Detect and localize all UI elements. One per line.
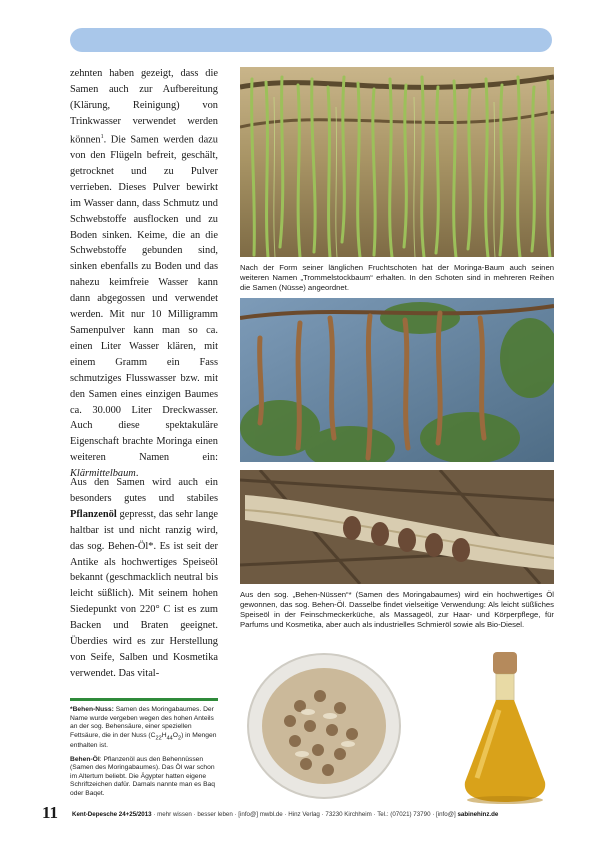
pods-illustration [240,67,554,257]
photo-oil-bottle [455,650,555,805]
p2-text-b: gepresst, das sehr lange haltbar ist und nicht ranzig wird, das sog. Behen-Öl*. Es ist seit der Antike als hochwertiges Speiseöl bekannt (geschmacklich neutral bis leicht süßlich). Mit seinem hohen Siedepunkt von 220° C ist es zum Backen und Braten geeignet. Überdies wird es zur Herstellung von Seife, Salben und Kosmetika verwendet. Das vital- [70,508,218,679]
footer-publication: Kent-Depesche 24+25/2013 [72,811,152,818]
p2-bold: Pflanzenöl [70,508,117,520]
p1-emphasis: Klärmittelbaum [70,468,136,480]
p2-text-a: Aus den Samen wird auch ein besonders gutes und stabiles [70,477,218,504]
body-paragraph-2 [70,475,218,682]
formula-h: H [161,731,167,739]
bowl-illustration [240,646,408,804]
sub-44: 44 [166,734,173,741]
bottle-illustration [455,650,555,805]
split-pod-illustration [240,470,554,584]
footnote-1-text-b: ) in Mengen enthalten ist. [70,731,217,750]
footer-line [72,811,562,818]
dry-pods-illustration [240,298,554,462]
caption-pods: Nach der Form seiner länglichen Fruchtschoten hat der Moringa-Baum auch seinen weiteren Namen „Trommelstockbaum“ erhalten. In den Schoten sind in mehreren Reihen die Samen (Nüsse) angeordnet. [240,263,554,292]
footnote-rule [70,698,218,701]
footnote-2-text: : Pflanzenöl aus den Behennüssen (Samen des Moringabaumes). Das Öl war schon im Altertum beliebt. Die Ägypter hatten eigene Schriftzeichen dafür. Damals nannte man es Baq oder Baqet. [70,755,215,797]
photo-moringa-pods-hanging [240,67,554,257]
p1-end: . [135,468,139,480]
sub-2: 2 [177,734,182,741]
footnote-1-text-a: Samen des Moringabaumes. Der Name wurde vergeben wegen des hohen Anteils an der sog. Behensäure, einer speziellen Fettsäure, die in der Nuss (C [70,706,214,739]
sub-22: 22 [155,734,162,741]
footnotes [70,706,220,803]
formula-o: O [172,731,178,739]
p1-text-b: . Die Samen werden dazu von den Flügeln befreit, geschält, getrocknet und zu Pulver verrieben. Dieses Pulver bewirkt im Wasser dann, dass Schmutz und Schwebstoffe ausflocken und zu Boden sinken. Keime, die an die Schwebstoffe gebunden sind, sinken ebenfalls zu Boden und das nahezu keimfreie Wasser kann dann abgegossen und verwendet werden. Mit nur 10 Milligramm Samenpulver kann man so ca. einen Liter Wasser klären, mit einem Gramm ein Fass schmutziges Flusswasser bzw. mit den Samen eines einzigen Baumes ca. 30.000 Liter Dreckwasser. Auch diese spektakuläre Eigenschaft brachte Moringa einen weiteren Namen ein: [70,134,218,464]
p1-text-a: zehnten haben gezeigt, dass die Samen auch zur Aufbereitung (Klärung, Reinigung) von Trinkwasser verwendet werden können [70,68,218,146]
footer-text: · mehr wissen · besser leben · [info@] mwbl.de · Hinz Verlag · 73230 Kirchheim · Tel.: (07021) 73790 · [info@] [151,811,458,818]
footnote-2-term: Behen-Öl [70,755,100,763]
caption-behen-oil: Aus den sog. „Behen-Nüssen“* (Samen des Moringabaumes) wird ein hochwertiges Öl gewonnen, das sog. Behen-Öl. Dasselbe findet vielseitige Verwendung: Als leicht süßliches Speiseöl in der Feinschmeckerküche, als Massageöl, zur Haar- und Körperpflege, für Parfums und Kosmetika, aber auch als industrielles Schmieröl sowie als Bio-Diesel. [240,590,554,629]
body-paragraph-1 [70,66,218,482]
photo-moringa-dry-pods [240,298,554,462]
header-bar [70,28,552,52]
footnote-1-term: *Behen-Nuss: [70,706,114,713]
page-number: 11 [42,803,59,822]
footer-website-link[interactable]: sabinehinz.de [457,811,499,818]
photo-split-pod-seeds [240,470,554,584]
photo-bowl-of-seeds [240,646,408,804]
footnote-ref: 1 [100,133,104,140]
